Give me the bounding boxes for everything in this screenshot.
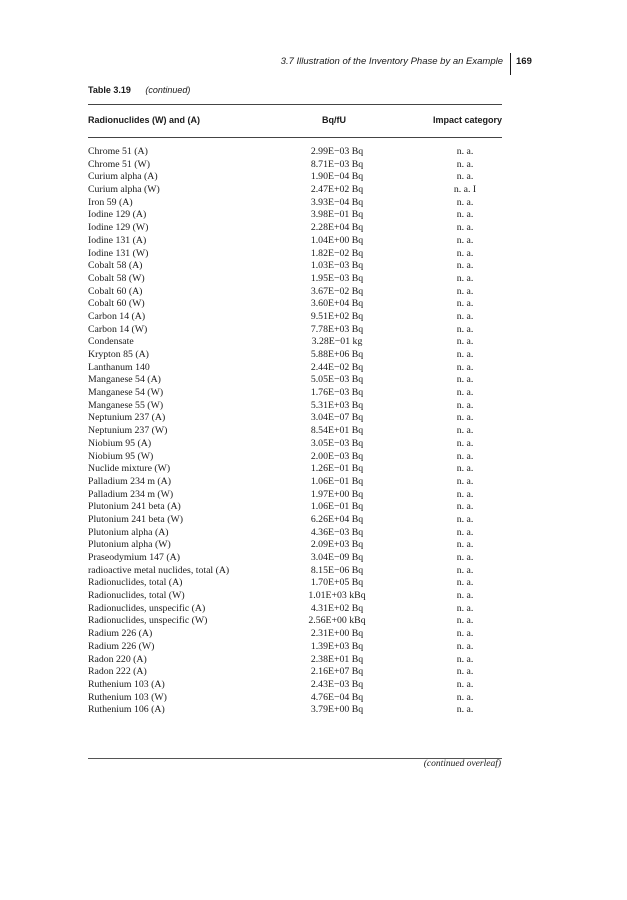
activity-value: 1.97E+00 Bq [310, 488, 364, 500]
table-row [88, 286, 502, 299]
radionuclide-name: Cobalt 60 (W) [88, 298, 145, 310]
activity-value: 1.06E−01 Bq [310, 501, 364, 513]
table-row [88, 463, 502, 476]
column-header-value: Bq/fU [322, 115, 346, 125]
radionuclide-name: Radionuclides, unspecific (A) [88, 602, 206, 614]
activity-value: 8.15E−06 Bq [310, 564, 364, 576]
table-row [88, 476, 502, 489]
table-row [88, 628, 502, 641]
table-row [88, 362, 502, 375]
radionuclide-name: Palladium 234 m (A) [88, 475, 171, 487]
radionuclide-name: Curium alpha (W) [88, 184, 160, 196]
table-row [88, 615, 502, 628]
radionuclide-name: Manganese 55 (W) [88, 399, 164, 411]
impact-category: n. a. [456, 564, 474, 576]
table-row [88, 209, 502, 222]
impact-category: n. a. [456, 146, 474, 157]
activity-value: 1.26E−01 Bq [310, 463, 364, 475]
activity-value: 3.67E−02 Bq [310, 285, 364, 297]
radionuclide-name: Palladium 234 m (W) [88, 488, 174, 500]
continued-overleaf-note: (continued overleaf) [423, 759, 501, 769]
table-row [88, 590, 502, 603]
table-row [88, 654, 502, 667]
radionuclide-name: Manganese 54 (W) [88, 387, 164, 399]
activity-value: 2.16E+07 Bq [310, 666, 364, 678]
impact-category: n. a. [456, 361, 474, 373]
activity-value: 2.38E+01 Bq [310, 653, 364, 665]
table-row [88, 641, 502, 654]
activity-value: 2.43E−03 Bq [310, 678, 364, 690]
radionuclide-name: Lanthanum 140 [88, 361, 150, 373]
impact-category: n. a. [456, 628, 474, 640]
impact-category: n. a. [456, 196, 474, 208]
page-number: 169 [516, 56, 532, 67]
table-row [88, 501, 502, 514]
activity-value: 1.76E−03 Bq [310, 387, 364, 399]
radionuclide-name: Manganese 54 (A) [88, 374, 161, 386]
radionuclide-name: Neptunium 237 (A) [88, 412, 166, 424]
impact-category: n. a. [456, 602, 474, 614]
activity-value: 7.78E+03 Bq [310, 323, 364, 335]
radionuclide-name: Chrome 51 (W) [88, 158, 151, 170]
activity-value: 2.44E−02 Bq [310, 361, 364, 373]
activity-value: 2.99E−03 Bq [310, 146, 364, 157]
activity-value: 3.79E+00 Bq [310, 704, 364, 716]
table-row [88, 552, 502, 565]
table-row [88, 577, 502, 590]
radionuclide-name: Radionuclides, total (A) [88, 577, 183, 589]
table-row [88, 159, 502, 172]
activity-value: 1.90E−04 Bq [310, 171, 364, 183]
radionuclide-name: Praseodymium 147 (A) [88, 552, 180, 563]
impact-category: n. a. [456, 526, 474, 538]
impact-category: n. a. [456, 513, 474, 525]
radionuclide-name: Iodine 131 (A) [88, 234, 147, 246]
radionuclide-name: Plutonium 241 beta (W) [88, 513, 183, 525]
table-row [88, 197, 502, 210]
impact-category: n. a. [456, 399, 474, 411]
radionuclide-name: Radionuclides, total (W) [88, 590, 185, 602]
impact-category: n. a. I [453, 184, 477, 196]
table-row [88, 260, 502, 273]
radionuclide-name: Cobalt 58 (W) [88, 272, 145, 284]
table-header-rule [88, 137, 502, 138]
impact-category: n. a. [456, 272, 474, 284]
activity-value: 2.31E+00 Bq [310, 628, 364, 640]
impact-category: n. a. [456, 653, 474, 665]
radionuclide-name: Niobium 95 (A) [88, 437, 152, 449]
impact-category: n. a. [456, 285, 474, 297]
activity-value: 5.05E−03 Bq [310, 374, 364, 386]
activity-value: 1.06E−01 Bq [310, 475, 364, 487]
table-row [88, 184, 502, 197]
radionuclide-name: Iodine 129 (W) [88, 222, 149, 234]
activity-value: 1.82E−02 Bq [310, 247, 364, 259]
table-row [88, 336, 502, 349]
radionuclide-name: Plutonium 241 beta (A) [88, 501, 181, 513]
impact-category: n. a. [456, 450, 474, 462]
impact-category: n. a. [456, 222, 474, 234]
activity-value: 5.88E+06 Bq [310, 349, 364, 360]
table-row [88, 679, 502, 692]
radionuclide-name: Carbon 14 (A) [88, 310, 146, 322]
radionuclide-name: Cobalt 58 (A) [88, 260, 143, 272]
radionuclide-name: Neptunium 237 (W) [88, 425, 168, 437]
impact-category: n. a. [456, 640, 474, 652]
impact-category: n. a. [456, 171, 474, 183]
impact-category: n. a. [456, 678, 474, 690]
radionuclide-name: Curium alpha (A) [88, 171, 158, 183]
table-row [88, 400, 502, 413]
impact-category: n. a. [456, 387, 474, 399]
activity-value: 2.00E−03 Bq [310, 450, 364, 462]
table-row [88, 704, 502, 717]
activity-value: 3.93E−04 Bq [310, 196, 364, 208]
radionuclide-name: Krypton 85 (A) [88, 349, 149, 360]
activity-value: 1.01E+03 kBq [308, 590, 366, 602]
impact-category: n. a. [456, 539, 474, 551]
activity-value: 1.95E−03 Bq [310, 272, 364, 284]
activity-value: 1.70E+05 Bq [310, 577, 364, 589]
impact-category: n. a. [456, 577, 474, 589]
impact-category: n. a. [456, 425, 474, 437]
impact-category: n. a. [456, 615, 474, 627]
impact-category: n. a. [456, 247, 474, 259]
table-row [88, 171, 502, 184]
table-row [88, 565, 502, 578]
impact-category: n. a. [456, 374, 474, 386]
impact-category: n. a. [456, 260, 474, 272]
impact-category: n. a. [456, 298, 474, 310]
table-row [88, 692, 502, 705]
table-row [88, 451, 502, 464]
impact-category: n. a. [456, 501, 474, 513]
table-row [88, 235, 502, 248]
activity-value: 3.28E−01 kg [311, 336, 363, 348]
activity-value: 3.98E−01 Bq [310, 209, 364, 221]
impact-category: n. a. [456, 437, 474, 449]
activity-value: 3.60E+04 Bq [310, 298, 364, 310]
table-top-rule [88, 104, 502, 105]
activity-value: 4.36E−03 Bq [310, 526, 364, 538]
radionuclide-name: Niobium 95 (W) [88, 450, 154, 462]
activity-value: 8.71E−03 Bq [310, 158, 364, 170]
activity-value: 5.31E+03 Bq [310, 399, 364, 411]
header-divider [510, 53, 511, 75]
impact-category: n. a. [456, 691, 474, 703]
activity-value: 2.09E+03 Bq [310, 539, 364, 551]
impact-category: n. a. [456, 234, 474, 246]
table-row [88, 273, 502, 286]
impact-category: n. a. [456, 590, 474, 602]
radionuclide-name: Nuclide mixture (W) [88, 463, 171, 475]
activity-value: 1.04E+00 Bq [310, 234, 364, 246]
radionuclide-name: Iron 59 (A) [88, 196, 133, 208]
table-row [88, 425, 502, 438]
running-head: 3.7 Illustration of the Inventory Phase by an Example [280, 56, 503, 67]
radionuclide-name: Ruthenium 106 (A) [88, 704, 165, 716]
impact-category: n. a. [456, 704, 474, 716]
radionuclide-name: Radionuclides, unspecific (W) [88, 615, 208, 627]
table-row [88, 387, 502, 400]
table-row [88, 603, 502, 616]
radionuclide-name: Radium 226 (A) [88, 628, 153, 640]
table-body [88, 146, 502, 717]
activity-value: 9.51E+02 Bq [310, 310, 364, 322]
activity-value: 2.56E+00 kBq [308, 615, 366, 627]
table-label: Table 3.19 [88, 85, 131, 95]
table-row [88, 248, 502, 261]
table-row [88, 666, 502, 679]
activity-value: 4.76E−04 Bq [310, 691, 364, 703]
radionuclide-name: Radon 222 (A) [88, 666, 147, 678]
table-caption [88, 85, 190, 95]
column-header-radionuclides: Radionuclides (W) and (A) [88, 115, 200, 125]
table-row [88, 527, 502, 540]
impact-category: n. a. [456, 552, 474, 563]
activity-value: 6.26E+04 Bq [310, 513, 364, 525]
impact-category: n. a. [456, 310, 474, 322]
impact-category: n. a. [456, 463, 474, 475]
table-row [88, 539, 502, 552]
table-row [88, 324, 502, 337]
column-header-impact-category: Impact category [432, 115, 502, 125]
table-row [88, 514, 502, 527]
radionuclide-name: Iodine 131 (W) [88, 247, 149, 259]
table-header-row [88, 115, 502, 129]
radionuclide-name: Carbon 14 (W) [88, 323, 148, 335]
impact-category: n. a. [456, 209, 474, 221]
table-row [88, 412, 502, 425]
radionuclide-name: Ruthenium 103 (A) [88, 678, 165, 690]
radionuclide-name: Chrome 51 (A) [88, 146, 148, 157]
table-row [88, 489, 502, 502]
activity-value: 1.03E−03 Bq [310, 260, 364, 272]
activity-value: 2.47E+02 Bq [310, 184, 364, 196]
table-row [88, 146, 502, 159]
table-row [88, 222, 502, 235]
radionuclide-name: Ruthenium 103 (W) [88, 691, 167, 703]
activity-value: 2.28E+04 Bq [310, 222, 364, 234]
radionuclide-name: Iodine 129 (A) [88, 209, 147, 221]
table-row [88, 438, 502, 451]
radionuclide-name: Radium 226 (W) [88, 640, 155, 652]
radionuclide-name: Plutonium alpha (W) [88, 539, 171, 551]
radionuclide-name: Cobalt 60 (A) [88, 285, 143, 297]
page-header [0, 53, 627, 75]
impact-category: n. a. [456, 349, 474, 360]
table-row [88, 374, 502, 387]
activity-value: 4.31E+02 Bq [310, 602, 364, 614]
impact-category: n. a. [456, 323, 474, 335]
impact-category: n. a. [456, 336, 474, 348]
activity-value: 8.54E+01 Bq [310, 425, 364, 437]
impact-category: n. a. [456, 475, 474, 487]
activity-value: 3.05E−03 Bq [310, 437, 364, 449]
activity-value: 1.39E+03 Bq [310, 640, 364, 652]
radionuclide-name: Radon 220 (A) [88, 653, 147, 665]
impact-category: n. a. [456, 158, 474, 170]
table-continued-note: (continued) [145, 85, 191, 95]
radionuclide-name: Condensate [88, 336, 134, 348]
table-row [88, 311, 502, 324]
impact-category: n. a. [456, 666, 474, 678]
table-row [88, 298, 502, 311]
activity-value: 3.04E−07 Bq [310, 412, 364, 424]
activity-value: 3.04E−09 Bq [310, 552, 364, 563]
radionuclide-name: Plutonium alpha (A) [88, 526, 169, 538]
impact-category: n. a. [456, 412, 474, 424]
table-row [88, 349, 502, 362]
radionuclide-name: radioactive metal nuclides, total (A) [88, 564, 230, 576]
impact-category: n. a. [456, 488, 474, 500]
